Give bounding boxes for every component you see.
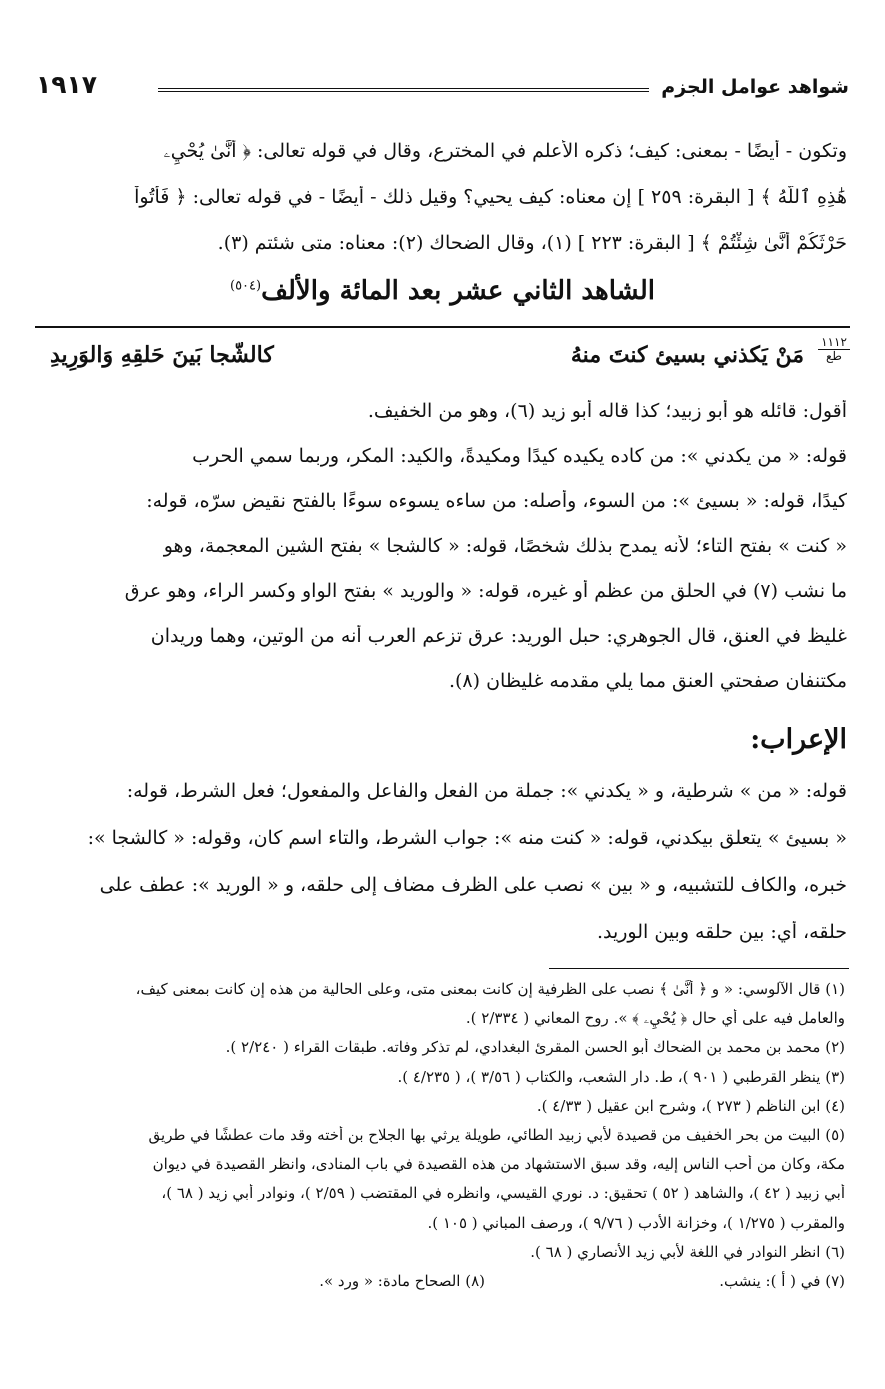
text-line: خبره، والكاف للتشبيه، و « بين » نصب على الظرف مضاف إلى حلقه، و « الوريد »: عطف على <box>99 874 847 896</box>
running-header <box>36 70 849 110</box>
footnote-line: مكة، وكان من أحب الناس إليه، وقد سبق الاستشهاد من هذه القصيدة في باب المنادى، وانظر القصيدة في ديوان <box>152 1155 845 1174</box>
first-hemistich: مَنْ يَكذني بسيئ كنتَ منهُ <box>570 342 804 368</box>
text-line: ما نشب (٧) في الحلق من عظم أو غيره، قوله: « والوريد » بفتح الواو وكسر الراء، وهو عرق <box>124 580 847 602</box>
footnote-line <box>36 1272 845 1301</box>
text-line: هَٰذِهِ ٱللَّهُ ﴾ [ البقرة: ٢٥٩ ] إن معناه: كيف يحيي؟ وقيل ذلك - أيضًا - في قوله تعالى: ﴿ فَأْتُواْ <box>134 186 847 208</box>
footnote-line: والعامل فيه على أي حال ﴿ يُحْيِۦ ﴾ ». روح المعاني ( ٢/٣٣٤ ). <box>465 1009 845 1028</box>
commentary-paragraph <box>36 445 847 715</box>
footnote-line: (٥) البيت من بحر الخفيف من قصيدة لأبي زبيد الطائي، طويلة يرثي بها الجلاح بن أخته وقد مات عطشًا في طريق <box>148 1125 845 1144</box>
text-line: « بسيئ » يتعلق بيكدني، قوله: « كنت منه »: جواب الشرط، والتاء اسم كان، وقوله: « كالشجا »: <box>87 827 847 849</box>
text-line: وتكون - أيضًا - بمعنى: كيف؛ ذكره الأعلم في المخترع، وقال في قوله تعالى: ﴿ أَنَّىٰ يُحْيِۦ <box>163 140 847 162</box>
header-rule <box>158 88 649 92</box>
irab-paragraph <box>36 780 847 968</box>
heading-footnote-ref: (٥٠٤) <box>229 278 262 294</box>
footnote-separator <box>549 968 849 969</box>
text-line: مكتنفان صفحتي العنق مما يلي مقدمه غليظان (٨). <box>448 670 847 692</box>
header-title: شواهد عوامل الجزم <box>661 76 849 98</box>
footnote-line: (٤) ابن الناظم ( ٢٧٣ )، وشرح ابن عقيل ( ٤/٣٣ ). <box>536 1096 845 1115</box>
footnote-7: (٧) في ( أ ): ينشب. <box>719 1271 845 1290</box>
page-number: ١٩١٧ <box>36 70 98 99</box>
section-heading <box>40 276 845 306</box>
intro-paragraph <box>36 140 847 278</box>
footnote-line: (٦) انظر النوادر في اللغة لأبي زيد الأنصاري ( ٦٨ ). <box>530 1242 845 1261</box>
text-line: غليظ في العنق، قال الجوهري: حبل الوريد: عرق تزعم العرب أنه من الوتين، وهما وريدان <box>150 625 847 647</box>
text-line: كيدًا، قوله: « بسيئ »: من السوء، وأصله: من ساءه يسوءه سوءًا بالفتح نقيض سرّه، قوله: <box>146 490 847 512</box>
poem-top-rule <box>35 326 850 328</box>
footnote-line: أبي زبيد ( ٤٢ )، والشاهد ( ٥٢ ) تحقيق: د. نوري القيسي، وانظره في المقتضب ( ٢/٥٩ )، ونوادر أبي زيد ( ٦٨ )، <box>161 1184 845 1203</box>
footnote-line: والمقرب ( ١/٢٧٥ )، وخزانة الأدب ( ٩/٧٦ )، ورصف المباني ( ١٠٥ ). <box>427 1213 845 1232</box>
verse-number-value: ١١١٢ <box>818 336 850 350</box>
footnote-8: (٨) الصحاح مادة: « ورد ». <box>319 1271 485 1290</box>
text-line: « كنت » بفتح التاء؛ لأنه يمدح بذلك شخصًا، قوله: « كالشجا » بفتح الشين المعجمة، وهو <box>163 535 847 557</box>
attribution-paragraph <box>36 400 847 445</box>
verse-number <box>818 336 850 363</box>
heading-text: الشاهد الثاني عشر بعد المائة والألف <box>261 276 655 306</box>
text-line: أقول: قائله هو أبو زبيد؛ كذا قاله أبو زيد (٦)، وهو من الخفيف. <box>367 400 847 422</box>
footnotes <box>36 980 845 1301</box>
text-line: حَرْثَكُمْ أَنَّىٰ شِئْتُمْ ﴾ [ البقرة: ٢٢٣ ] (١)، وقال الضحاك (٢): معناه: متى شئتم (٣). <box>217 232 847 254</box>
verse-edition-mark: طع <box>826 349 842 363</box>
irab-heading: الإعراب: <box>750 724 847 755</box>
text-line: قوله: « من » شرطية، و « يكدني »: جملة من الفعل والفاعل والمفعول؛ فعل الشرط، قوله: <box>126 780 847 802</box>
footnote-line: (٣) ينظر القرطبي ( ٩٠١ )، ط. دار الشعب، والكتاب ( ٣/٥٦ )، ( ٤/٢٣٥ ). <box>397 1067 845 1086</box>
poem-verse <box>50 336 850 380</box>
text-line: حلقه، أي: بين حلقه وبين الوريد. <box>596 921 847 943</box>
footnote-line: (١) قال الآلوسي: « و ﴿ أَنَّىٰ ﴾ نصب على الظرفية إن كانت بمعنى متى، وعلى الحالية من هذه إن كانت بمعنى كيف، <box>135 980 845 998</box>
second-hemistich: كالشّجا بَينَ حَلقِهِ وَالوَرِيدِ <box>50 342 274 368</box>
footnote-line: (٢) محمد بن محمد بن الضحاك أبو الحسن المقرئ البغدادي، لم تذكر وفاته. طبقات القراء ( ٢/٢٤٠ ). <box>225 1038 845 1057</box>
text-line: قوله: « من يكدني »: من كاده يكيده كيدًا ومكيدةً، والكيد: المكر، وربما سمي الحرب <box>192 445 847 467</box>
